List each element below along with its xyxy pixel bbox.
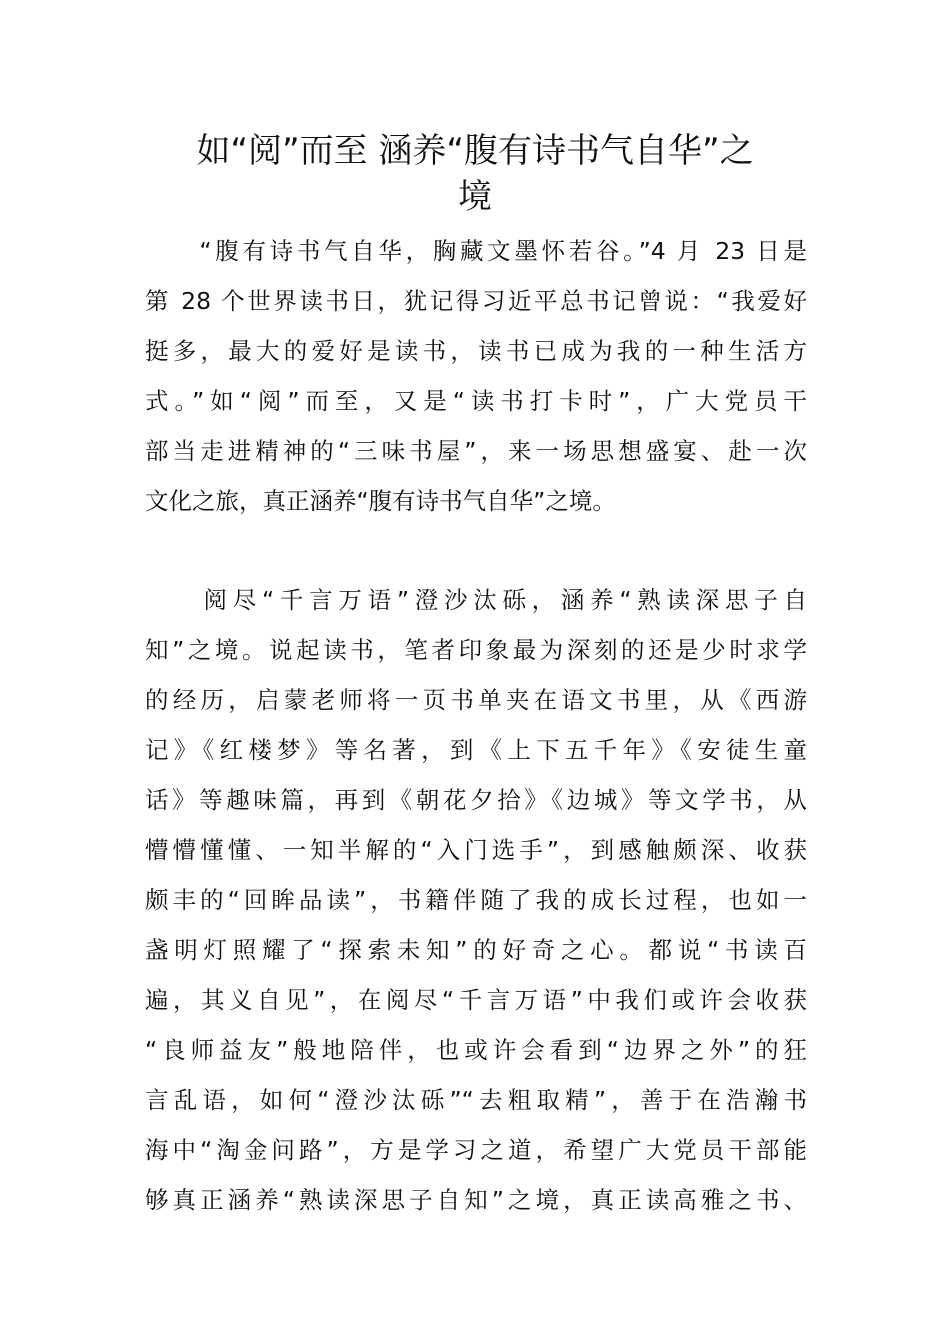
paragraph-line: 话》等趣味篇，再到《朝花夕拾》《边城》等文学书，从	[145, 786, 807, 814]
paragraph-line: 盏明灯照耀了“探索未知”的好奇之心。都说“书读百	[145, 936, 807, 964]
paragraph-line: 部当走进精神的“三味书屋”，来一场思想盛宴、赴一次	[145, 437, 807, 465]
paragraph-line: 第 28 个世界读书日，犹记得习近平总书记曾说：“我爱好	[145, 287, 807, 315]
paragraph-line: 够真正涵养“熟读深思子自知”之境，真正读高雅之书、	[145, 1186, 807, 1214]
document-title	[140, 128, 810, 220]
paragraph-line: 记》《红楼梦》等名著，到《上下五千年》《安徒生童	[145, 736, 807, 764]
paragraph-line: 阅尽“千言万语”澄沙汰砾，涵养“熟读深思子自	[145, 586, 807, 614]
paragraph-line: 懵懵懂懂、一知半解的“入门选手”，到感触颇深、收获	[145, 836, 807, 864]
paragraph-line: 文化之旅，真正涵养“腹有诗书气自华”之境。	[145, 487, 616, 515]
paragraph-line: “良师益友”般地陪伴，也或许会看到“边界之外”的狂	[145, 1036, 807, 1064]
paragraph-line: 式。”如“阅”而至，又是“读书打卡时”，广大党员干	[145, 387, 807, 415]
paragraph-1	[145, 226, 807, 526]
title-line-2: 境	[458, 177, 492, 217]
paragraph-line: 言乱语，如何“澄沙汰砾”“去粗取精”，善于在浩瀚书	[145, 1086, 807, 1114]
paragraph-line: 挺多，最大的爱好是读书，读书已成为我的一种生活方	[145, 337, 807, 365]
paragraph-line: 的经历，启蒙老师将一页书单夹在语文书里，从《西游	[145, 686, 807, 714]
paragraph-line: 遍，其义自见”，在阅尽“千言万语”中我们或许会收获	[145, 986, 807, 1014]
paragraph-2	[145, 575, 807, 1225]
title-line-1: 如“阅”而至 涵养“腹有诗书气自华”之	[196, 131, 754, 171]
paragraph-line: 海中“淘金问路”，方是学习之道，希望广大党员干部能	[145, 1136, 807, 1164]
paragraph-line: 颇丰的“回眸品读”，书籍伴随了我的成长过程，也如一	[145, 886, 807, 914]
paragraph-line: “腹有诗书气自华，胸藏文墨怀若谷。”4 月 23 日是	[145, 237, 807, 265]
paragraph-line: 知”之境。说起读书，笔者印象最为深刻的还是少时求学	[145, 636, 807, 664]
